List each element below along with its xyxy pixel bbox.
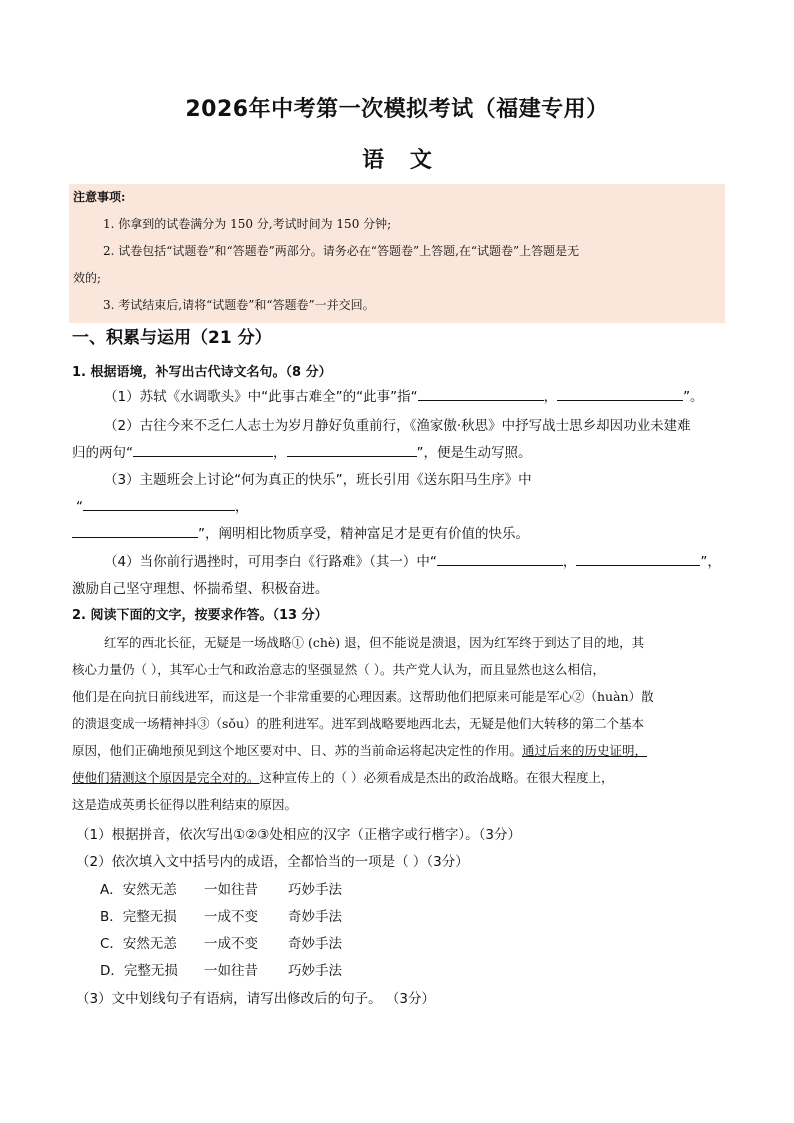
underlined-sentence: 使他们猜测这个原因是完全对的。 [72,770,260,785]
option-idiom-3: 奇妙手法 [288,936,342,952]
q1-item3-comma: ， [235,499,249,515]
option-b[interactable] [100,905,342,925]
option-c[interactable] [100,932,342,952]
passage-text: 这种宣传上的（ ）必须看成是杰出的政治战略。在很大程度上， [259,770,614,785]
question-1-item-4-cont: 激励自己坚守理想、怀揣希望、积极奋进。 [72,581,329,597]
question-1-item-2-cont [72,441,532,461]
answer-blank[interactable] [287,442,417,457]
q1-item3-prefix: “ [76,499,83,515]
option-idiom-2: 一成不变 [204,936,258,952]
option-idiom-3: 奇妙手法 [288,909,342,925]
q1-item2-comma: ， [273,445,287,461]
answer-blank[interactable] [418,386,544,401]
option-idiom-2: 一如往昔 [204,882,258,898]
option-idiom-3: 巧妙手法 [288,963,342,979]
exam-title: 2026年中考第一次模拟考试（福建专用） [185,97,609,122]
notice-box [69,184,725,323]
option-label: D．完整无损 [100,963,178,979]
subject-title: 语 文 [362,148,432,173]
question-2-sub-3: （3）文中划线句子有语病，请写出修改后的句子。 （3分） [76,991,435,1007]
q1-item3-end: ”，阐明相比物质享受，精神富足才是更有价值的快乐。 [198,526,529,542]
passage-line: 的溃退变成一场精神抖③（sǒu）的胜利进军。进军到战略要地西北去，无疑是他们大转移的第二个基本 [72,716,644,731]
passage-text: 原因，他们正确地预见到这个地区要对中、日、苏的当前命运将起决定性的作用。 [72,743,523,758]
question-1-item-4 [104,550,721,570]
answer-blank[interactable] [576,551,700,566]
q1-item1-prefix: （1）苏轼《水调歌头》中“此事古难全”的“此事”指“ [104,389,418,405]
passage-line: 他们是在向抗日前线进军，而这是一个非常重要的心理因素。这帮助他们把原来可能是军心②（huàn）散 [72,689,654,704]
q1-item2-end: ”，便是生动写照。 [416,445,532,461]
option-label: A．安然无恙 [100,882,177,898]
passage-line [72,741,647,759]
option-label: B．完整无损 [100,909,177,925]
notice-item-3: 3. 考试结束后,请将“试题卷”和“答题卷”一并交回。 [103,298,375,312]
notice-item-1: 1. 你拿到的试卷满分为 150 分,考试时间为 150 分钟; [103,217,392,231]
question-1-heading: 1. 根据语境，补写出古代诗文名句。（8 分） [72,365,332,380]
passage-line: 这是造成英勇长征得以胜利结束的原因。 [72,797,298,812]
answer-blank[interactable] [72,523,198,538]
q1-item2-prefix: 归的两句“ [72,445,133,461]
question-2-sub-2: （2）依次填入文中括号内的成语，全都恰当的一项是（ ）（3分） [76,854,469,870]
passage-line: 红军的西北长征，无疑是一场战略① (chè) 退，但不能说是溃退，因为红军终于到达了目的地，其 [104,635,645,650]
option-a[interactable] [100,878,342,898]
notice-item-2: 2. 试卷包括“试题卷”和“答题卷”两部分。请务必在“答题卷”上答题,在“试题卷”上答题是无 [103,244,580,258]
question-2-sub-1: （1）根据拼音，依次写出①②③处相应的汉字（正楷字或行楷字）。（3分） [76,827,521,843]
passage-line: 核心力量仍（ ），其军心士气和政治意志的坚强显然（ ）。共产党人认为，而且显然也这么相信， [72,662,605,677]
option-idiom-2: 一如往昔 [204,963,258,979]
q1-item4-comma: ， [562,554,577,570]
answer-blank[interactable] [437,551,563,566]
option-label: C．安然无恙 [100,936,177,952]
q1-item1-end: ”。 [683,389,704,405]
answer-blank[interactable] [557,386,683,401]
q1-item4-prefix: （4）当你前行遇挫时，可用李白《行路难》（其一）中“ [104,554,437,570]
question-1-item-3: （3）主题班会上讨论“何为真正的快乐”，班长引用《送东阳马生序》中 [104,472,532,488]
notice-heading: 注意事项: [73,190,126,204]
passage-line [72,768,614,786]
option-d[interactable] [100,959,342,979]
section-heading: 一、积累与运用（21 分） [72,328,272,348]
question-1-item-3-blank-line [76,495,249,515]
answer-blank[interactable] [133,442,273,457]
question-2-heading: 2. 阅读下面的文字，按要求作答。（13 分） [72,608,328,623]
q1-item4-end: ”， [700,554,721,570]
underlined-sentence: 通过后来的历史证明， [522,743,648,758]
question-1-item-1 [104,385,704,405]
q1-item1-comma: ， [543,389,558,405]
notice-item-2-cont: 效的; [73,271,102,285]
question-1-item-3-cont [72,522,529,542]
question-1-item-2: （2）古往今来不乏仁人志士为岁月静好负重前行，《渔家傲·秋思》中抒写战士思乡却因功业未建难 [104,418,691,434]
option-idiom-3: 巧妙手法 [288,882,342,898]
answer-blank[interactable] [83,496,235,511]
option-idiom-2: 一成不变 [204,909,258,925]
